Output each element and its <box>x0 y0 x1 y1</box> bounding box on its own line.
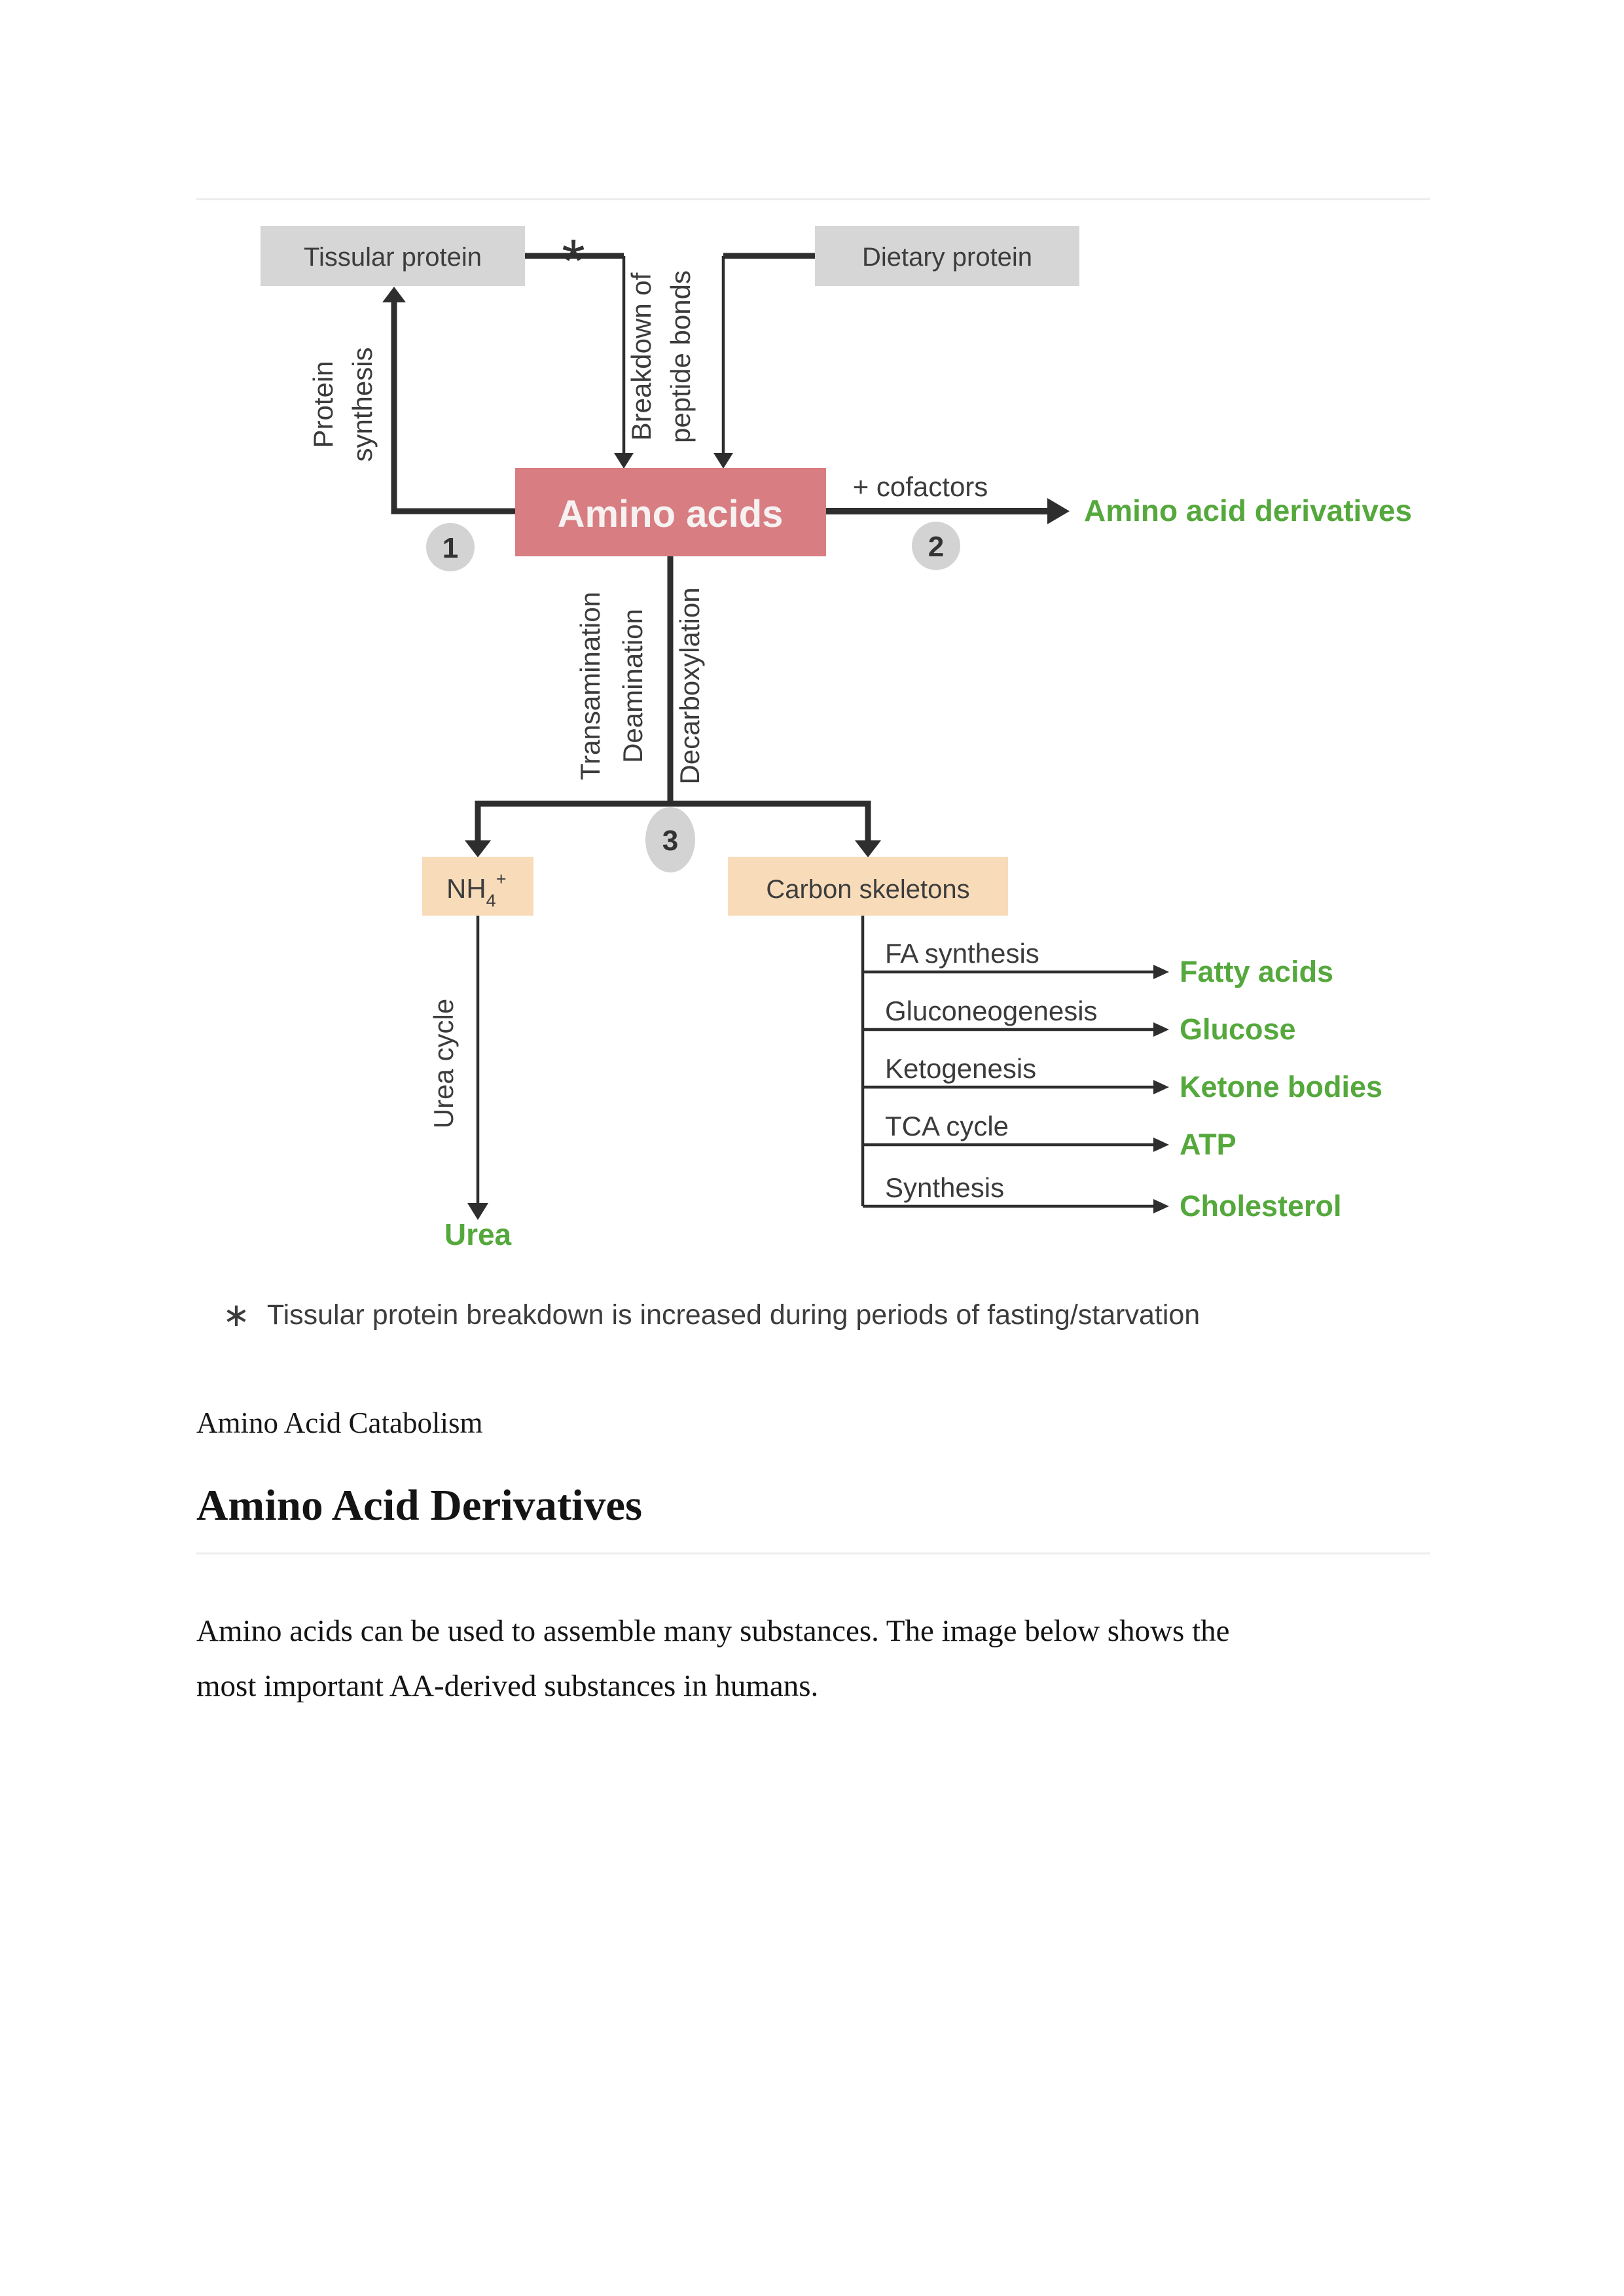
deamination-label: Deamination <box>617 609 648 763</box>
branch-row <box>863 938 1333 988</box>
step-3-number: 3 <box>662 825 679 857</box>
protein-synthesis-label <box>308 347 378 461</box>
paragraph-line: most important AA-derived substances in humans. <box>196 1669 819 1703</box>
nh4-base: NH <box>446 873 486 904</box>
footnote-text: Tissular protein breakdown is increased during periods of fasting/starvation <box>266 1299 1200 1331</box>
protein-synthesis-line1: Protein <box>308 361 338 448</box>
dietary-to-amino-arrow <box>713 256 815 469</box>
cofactors-label: + cofactors <box>852 471 988 502</box>
connector-line <box>394 301 515 511</box>
nh4-subscript: 4 <box>486 891 496 910</box>
body-paragraph <box>196 1604 1440 1713</box>
protein-synthesis-line2: synthesis <box>347 347 378 462</box>
protein-synthesis-arrow <box>382 287 515 511</box>
paragraph-line: Amino acids can be used to assemble many substances. The image below shows the <box>196 1614 1230 1648</box>
amino-acid-derivatives-label: Amino acid derivatives <box>1084 493 1413 528</box>
branch-process-label: Gluconeogenesis <box>885 996 1098 1026</box>
branch-row <box>863 996 1296 1046</box>
reaction-labels <box>575 587 705 784</box>
tissular-protein-label: Tissular protein <box>304 243 482 272</box>
urea-cycle-arrow <box>467 916 488 1220</box>
urea-cycle-label: Urea cycle <box>428 998 459 1129</box>
step-2-number: 2 <box>928 531 945 563</box>
amino-acid-catabolism-diagram <box>183 209 1453 1309</box>
amino-acids-box <box>515 468 826 556</box>
carbon-skeletons-label: Carbon skeletons <box>766 875 970 904</box>
step-2-badge <box>912 522 960 570</box>
branch-product-label: Glucose <box>1180 1013 1296 1046</box>
tissular-protein-box <box>261 226 525 286</box>
branch-process-label: Synthesis <box>885 1172 1005 1203</box>
breakdown-label-line2: peptide bonds <box>665 270 696 443</box>
transamination-label: Transamination <box>575 592 605 780</box>
branch-row <box>863 1053 1382 1103</box>
section-divider <box>196 1552 1430 1554</box>
branch-row <box>863 1111 1236 1161</box>
figure-caption: Amino Acid Catabolism <box>196 1407 483 1439</box>
top-divider <box>196 198 1430 200</box>
breakdown-label-line1: Breakdown of <box>626 272 657 441</box>
arrowhead-right-icon <box>1153 1138 1169 1152</box>
arrowhead-right-icon <box>1153 965 1169 979</box>
step-1-badge <box>426 523 475 571</box>
branch-product-label: ATP <box>1180 1128 1236 1161</box>
nh4-superscript: + <box>496 869 507 889</box>
branch-row <box>863 1172 1342 1223</box>
carbon-skeletons-box <box>728 857 1008 916</box>
arrowhead-right-icon <box>1153 1022 1169 1037</box>
branch-process-label: FA synthesis <box>885 938 1039 969</box>
arrowhead-down-icon <box>713 453 733 469</box>
branch-product-label: Fatty acids <box>1180 955 1334 988</box>
asterisk-icon: * <box>562 228 585 295</box>
footnote-asterisk-icon: ∗ <box>223 1297 250 1333</box>
dietary-protein-box <box>815 226 1079 286</box>
breakdown-peptide-bonds-label <box>626 270 696 443</box>
branch-process-label: Ketogenesis <box>885 1053 1037 1084</box>
branch-product-label: Ketone bodies <box>1180 1070 1383 1103</box>
arrowhead-right-icon <box>1153 1080 1169 1094</box>
branch-product-label: Cholesterol <box>1180 1189 1342 1223</box>
amino-to-derivatives-arrow <box>826 498 1070 524</box>
ammonium-box <box>422 857 533 916</box>
diagram-footnote <box>223 1299 1200 1331</box>
urea-label: Urea <box>444 1217 512 1251</box>
arrowhead-down-icon <box>465 840 491 857</box>
step-3-badge <box>645 807 695 872</box>
section-heading: Amino Acid Derivatives <box>196 1481 643 1530</box>
dietary-protein-label: Dietary protein <box>861 243 1033 272</box>
branch-process-label: TCA cycle <box>885 1111 1009 1141</box>
amino-acids-label: Amino acids <box>557 493 784 535</box>
decarboxylation-label: Decarboxylation <box>674 587 705 785</box>
arrowhead-up-icon <box>382 287 406 302</box>
arrowhead-right-icon <box>1047 498 1070 524</box>
arrowhead-right-icon <box>1153 1199 1169 1213</box>
arrowhead-down-icon <box>855 840 881 857</box>
arrowhead-down-icon <box>614 453 634 469</box>
step-1-number: 1 <box>442 532 459 564</box>
